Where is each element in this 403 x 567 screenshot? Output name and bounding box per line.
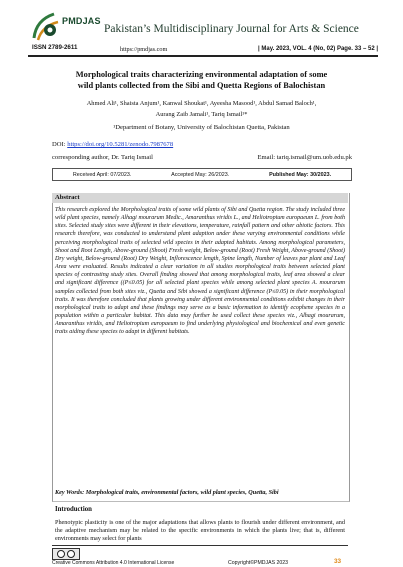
volume-info: | May. 2023, VOL. 4 (No, 02) Page. 33 – 52 | (258, 46, 378, 52)
author-list (30, 99, 373, 120)
article-title (40, 70, 363, 91)
authors-line: Aurang Zaib Jamali¹, Tariq Ismail¹* (155, 110, 248, 118)
header-rule (28, 55, 378, 57)
license-text: Creative Commons Attribution 4.0 International License (52, 560, 175, 566)
corresponding-author: corresponding author, Dr. Tariq Ismail (52, 154, 153, 161)
doi-label: DOI: (52, 141, 66, 148)
introduction-text: Phenotypic plasticity is one of the major adaptations that allows plants to flourish under different environment, and the adaptive mechanism may be related to the specific environments in which the plants live; that is, different environments may select for plants (55, 519, 345, 543)
keywords: Key Words: Morphological traits, environmental factors, wild plant species, Quetta, Sibi (55, 489, 279, 496)
issn: ISSN 2789-2611 (32, 44, 78, 51)
title-line: wild plants collected from the Sibi and Quetta Regions of Balochistan (77, 80, 326, 90)
corresponding-info (52, 154, 352, 161)
title-line: Morphological traits characterizing environmental adaptation of some (75, 70, 328, 79)
doi (52, 141, 173, 148)
pmdjas-logo-icon (28, 8, 100, 48)
footer-rule (52, 545, 348, 546)
journal-title: Pakistan’s Multidisciplinary Journal for Arts & Science (104, 23, 359, 35)
authors-line: Ahmed Ali¹, Shaista Anjum¹, Kanwal Shoukat¹, Ayeesha Masood¹, Abdul Samad Baloch¹, (86, 100, 317, 107)
author-email[interactable]: Email: tariq.ismail@um.uob.edu.pk (257, 154, 352, 161)
copyright-text: Copyright©PMDJAS 2023 (228, 560, 289, 566)
accepted-date: Accepted May: 26/2023. (171, 171, 230, 178)
received-date: Received April: 07/2023. (72, 171, 132, 178)
creative-commons-icon (52, 548, 80, 560)
abstract-text: This research explored the Morphological traits of some wild plants of Sibi and Quetta region. The study included three wild plant species, namely Alhagi mourarum Medic., Amaranthus viridis L., and Heliotropium europaeum L. from both sites. Selected study sites were different in their elevations, temperature, rainfall pattern and other abiotic factors. This research therefore, was conducted to understand plant adaption under these varying environmental conditions while perceiving morphological traits of selected wild species in their adapted habitats. Among morphological parameters, Shoot and Root Length, Above-ground (Shoot) Fresh weight, Below-ground (Root) Fresh Weight, Above-ground (Shoot) Dry weight, Below-ground (Root) Dry Weight, Inflorescence length, Spine length, Number of leaves par plant and Leaf Area were evaluated. Results indicated a clear variation in all studies morphological traits between selected plant species of contrasting study sites. Overall finding showed that among morphological traits, leaf area showed a clear and significant difference ((P≤0.05) for all selected plant species while among selected plant species A. mourarum samples collected from both sites viz., Quetta and Sibi showed a significant difference (P≤0.05) in their morphological traits. It was therefore concluded that plants growing under different environmental conditions exhibit changes in their morphological traits to adapt and these findings may serve as a basic information to identify ecophene species in a population within a particular habitat. This data may further be used collect these species viz., Alhagi mourarum, Amaranthus viridis, and Heliotropium europaeum to find underlying physiological and biochemical and even genetic traits aiding these species to adapt in different habitats. (55, 207, 345, 336)
introduction-heading: Introduction (55, 506, 92, 513)
affiliation: ¹Department of Botany, University of Balochistan Quetta, Pakistan (113, 124, 290, 131)
logo-text: PMDJAS (62, 16, 101, 26)
page-number: 33 (334, 558, 342, 565)
abstract-heading: Abstract (52, 193, 348, 203)
journal-website-link[interactable]: https://pmdjas.com (120, 46, 168, 53)
doi-link[interactable]: https://doi.org/10.5281/zenodo.7987678 (67, 141, 174, 148)
published-date: Published May: 30/2023. (269, 171, 332, 178)
article-dates (52, 168, 352, 181)
journal-header (28, 8, 378, 60)
